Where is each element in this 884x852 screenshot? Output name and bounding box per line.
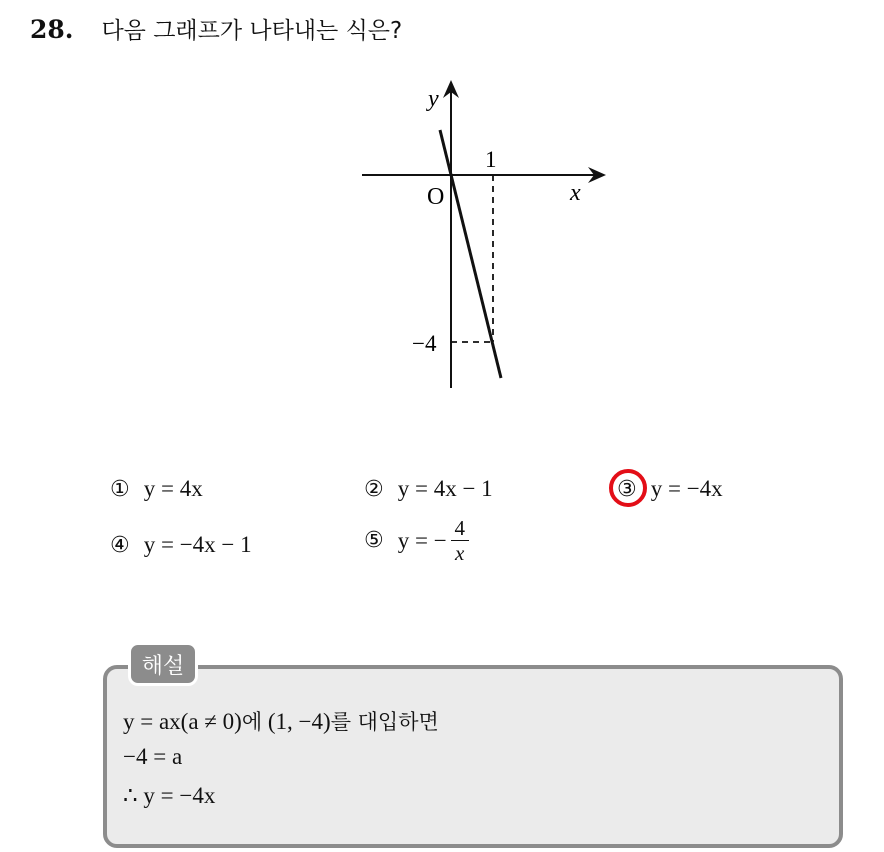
choice-number: ② <box>364 476 384 502</box>
y-tick-label: −4 <box>412 331 437 356</box>
fraction-denominator: x <box>455 541 465 565</box>
choice-number: ③ <box>617 476 637 502</box>
choice-expression-prefix: y = − <box>397 527 447 553</box>
choice-1[interactable] <box>110 476 203 502</box>
choice-3[interactable] <box>617 476 723 502</box>
explanation-line-3: ∴ y = −4x <box>123 783 216 808</box>
x-axis-label: x <box>570 180 581 206</box>
origin-label: O <box>427 184 445 210</box>
fraction-numerator: 4 <box>454 516 465 540</box>
explanation-text: 를 대입하면 <box>330 710 439 734</box>
choice-expression: y = 4x <box>143 476 203 501</box>
y-axis-label: y <box>428 86 439 112</box>
choice-2[interactable] <box>364 476 493 502</box>
explanation-tab: 해설 <box>128 642 198 686</box>
choice-expression: y = 4x − 1 <box>397 476 493 501</box>
explanation-particle: 에 <box>241 710 263 734</box>
choice-number: ④ <box>110 532 130 558</box>
question-header <box>30 12 402 45</box>
question-number: 28. <box>30 15 74 44</box>
explanation-point: (1, −4) <box>267 709 331 734</box>
explanation-math: y = ax(a ≠ 0) <box>123 709 242 734</box>
explanation-box <box>103 665 843 848</box>
x-tick-label: 1 <box>485 147 497 172</box>
function-graph <box>350 80 610 400</box>
choice-number: ⑤ <box>364 528 384 553</box>
question-text: 다음 그래프가 나타내는 식은? <box>101 18 403 44</box>
choice-number: ① <box>110 476 130 502</box>
choice-expression: y = −4x − 1 <box>143 532 252 557</box>
explanation-line-1 <box>123 706 439 736</box>
choice-5[interactable] <box>364 516 469 565</box>
explanation-line-2: −4 = a <box>123 744 183 769</box>
answer-mark-circle <box>609 469 647 507</box>
choice-expression: y = −4x <box>650 476 723 501</box>
choice-4[interactable] <box>110 532 252 558</box>
fraction <box>451 516 469 565</box>
